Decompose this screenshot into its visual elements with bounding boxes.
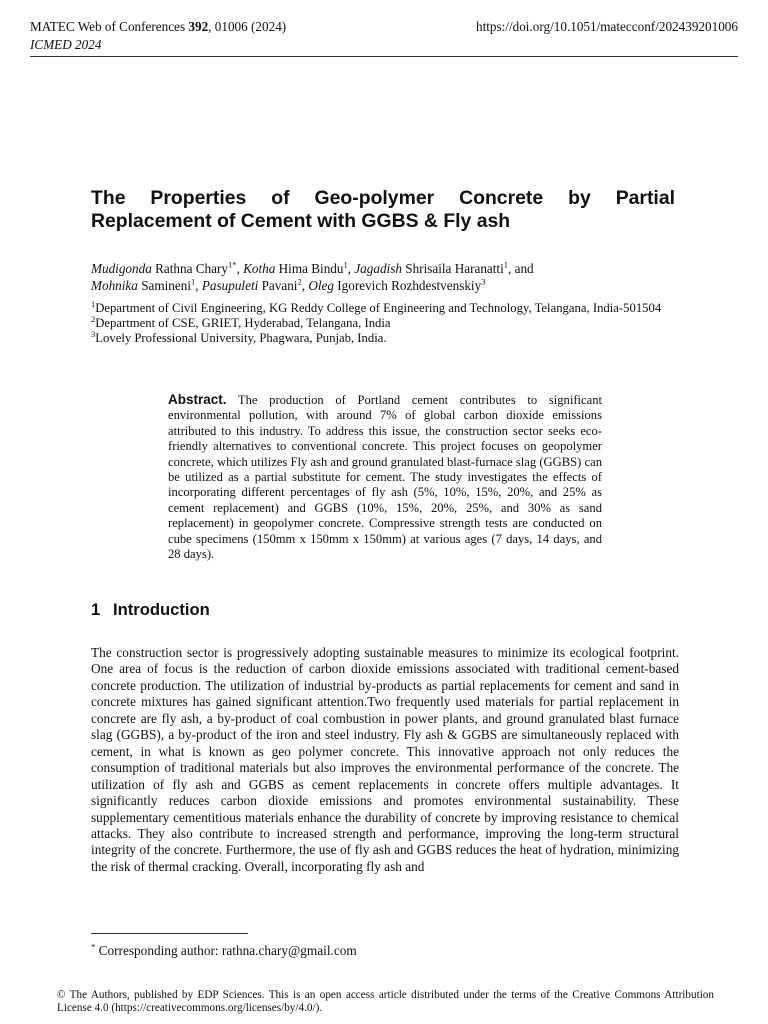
author-given-name: Kotha	[243, 261, 276, 276]
journal-header	[30, 19, 286, 35]
author-separator: , and	[508, 261, 534, 276]
author-given-name: Mudigonda	[91, 261, 152, 276]
author-separator: ,	[236, 261, 244, 276]
author-given-name: Pasupuleti	[201, 278, 259, 293]
affiliation	[91, 313, 691, 331]
journal-issue-year: , 01006 (2024)	[208, 19, 287, 34]
author	[308, 278, 485, 293]
affiliation-text: Department of CSE, GRIET, Hyderabad, Telangana, India	[95, 316, 391, 331]
doi-link[interactable]: https://doi.org/10.1051/matecconf/202439201006	[475, 19, 738, 34]
affiliation-text: Department of Civil Engineering, KG Reddy College of Engineering and Technology, Telangana, India-501504	[95, 301, 662, 315]
conference-name: ICMED 2024	[30, 37, 102, 52]
author-given-name: Jagadish	[354, 261, 402, 276]
affiliation	[91, 331, 691, 346]
footnote-mark: *	[91, 941, 96, 952]
author-affiliation-mark: 1	[191, 276, 196, 287]
section-title: Introduction	[113, 600, 210, 619]
journal-name: MATEC Web of Conferences	[30, 19, 189, 34]
footnote-divider	[91, 933, 248, 934]
journal-volume: 392	[188, 19, 209, 34]
author-separator: ,	[347, 261, 355, 276]
affiliation-number: 2	[91, 313, 96, 324]
author-list	[91, 260, 681, 294]
affiliation-text: Lovely Professional University, Phagwara, Punjab, India.	[95, 331, 387, 346]
section-number: 1	[91, 600, 101, 619]
author-given-name: Mohnika	[91, 278, 138, 293]
author	[91, 261, 243, 276]
author-affiliation-mark: 3	[481, 276, 486, 287]
author-affiliation-mark: 1	[343, 259, 348, 270]
introduction-paragraph: The construction sector is progressively adopting sustainable measures to minimize its ecological footprint. One area of focus is the reduction of carbon dioxide emissions associated with traditional cement-based concrete production. The utilization of industrial by-products as partial replacements for cement and sand in concrete mixtures has gained significant attention.Two frequently used materials for partial replacement in concrete are fly ash, a by-product of coal combustion in power plants, and ground granulated blast furnace slag (GGBS), a by-product of the iron and steel industry. Fly ash & GGBS are simultaneously replaced with cement, in what is known as geo polymer concrete. This innovative approach not only reduces the consumption of traditional materials but also improves the environmental performance of the concrete. The utilization of fly ash and GGBS as cement replacements in concrete offers multiple advantages. It significantly reduces carbon dioxide emissions and promotes environmental sustainability. These supplementary cementitious materials enhance the durability of concrete by improving resistance to chemical attacks. They also contribute to increased strength and performance, improving the long-term structural integrity of the concrete. Furthermore, the use of fly ash and GGBS reduces the heat of hydration, minimizing the risk of thermal cracking. Overall, incorporating fly ash and	[91, 645, 679, 874]
header-divider	[30, 56, 738, 57]
author	[202, 278, 308, 293]
author-name-rest: Rathna Chary	[151, 261, 228, 276]
affiliation	[91, 298, 691, 316]
author-given-name: Oleg	[308, 278, 334, 293]
author-separator: ,	[195, 278, 202, 293]
author-affiliation-mark: 1*	[228, 259, 237, 270]
footnote-text: Corresponding author: rathna.chary@gmail.com	[95, 943, 357, 958]
author	[91, 278, 202, 293]
affiliation-number: 1	[91, 298, 96, 309]
license-footer: © The Authors, published by EDP Sciences. This is an open access article distributed under the terms of the Creative Commons Attribution License 4.0 (https://creativecommons.org/licenses/by/4.0/).	[57, 989, 714, 1015]
abstract	[168, 392, 602, 562]
author-separator: ,	[301, 278, 309, 293]
author-name-rest: Samineni	[137, 278, 192, 293]
author	[243, 261, 354, 276]
section-heading	[91, 600, 210, 620]
abstract-text: The production of Portland cement contributes to significant environmental pollution, with around 7% of global carbon dioxide emissions attributed to this industry. To address this issue, the construction sector seeks eco-friendly alternatives to conventional concrete. This project focuses on geopolymer concrete, which utilizes Fly ash and ground granulated blast-furnace slag (GGBS) can be utilized as a partial substitute for cement. The study investigates the effects of incorporating different percentages of fly ash (5%, 10%, 15%, 20%, and 25% as cement replacement) and GGBS (10%, 15%, 20%, 25%, and 30% as sand replacement) in geopolymer concrete. Compressive strength tests are conducted on cube specimens (150mm x 150mm x 150mm) at various ages (7 days, 14 days, and 28 days).	[168, 393, 602, 562]
paper-title: The Properties of Geo-polymer Concrete by Partial Replacement of Cement with GGBS & Fly ash	[91, 187, 675, 232]
footnote	[91, 943, 357, 959]
author-name-rest: Hima Bindu	[275, 261, 344, 276]
author	[354, 261, 533, 276]
author-name-rest: Pavani	[258, 278, 298, 293]
author-name-rest: Igorevich Rozhdestvenskiy	[333, 278, 482, 293]
author-name-rest: Shrisaila Haranatti	[401, 261, 504, 276]
author-affiliation-mark: 1	[503, 259, 509, 270]
affiliation-list	[91, 298, 691, 347]
abstract-label: Abstract.	[168, 392, 227, 407]
author-affiliation-mark: 2	[297, 276, 302, 287]
affiliation-number: 3	[91, 329, 96, 340]
